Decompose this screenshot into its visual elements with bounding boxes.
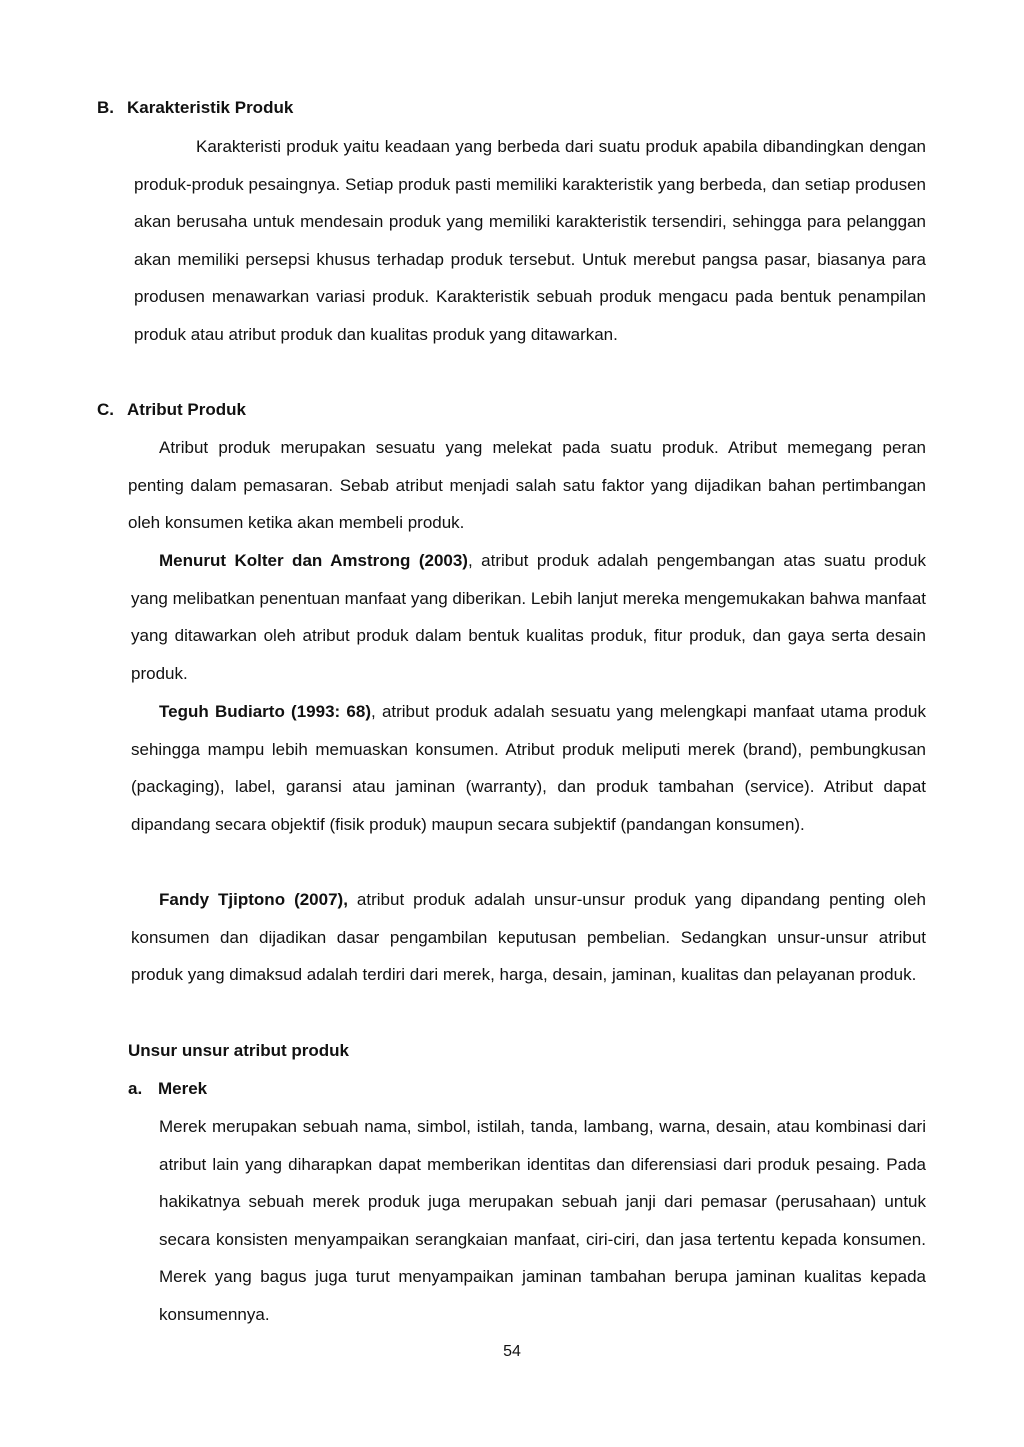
- section-b-heading: [97, 98, 293, 118]
- fandy-text: atribut produk adalah unsur-unsur produk yang dipandang penting oleh konsumen dan dijadikan dasar pengambilan keputusan pembelian. Sedangkan unsur-unsur atribut produk yang dimaksud adalah terdiri dari merek, harga, desain, jaminan, kualitas dan pelayanan produk.: [131, 890, 926, 985]
- kolter-citation: Menurut Kolter dan Amstrong (2003): [159, 551, 468, 570]
- merek-title: Merek: [158, 1079, 208, 1098]
- section-b-paragraph: Karakteristi produk yaitu keadaan yang berbeda dari suatu produk apabila dibandingkan dengan produk-produk pesaingnya. Setiap produk pasti memiliki karakteristik yang berbeda, dan setiap produsen akan berusaha untuk mendesain produk yang memiliki karakteristik tersendiri, sehingga para pelanggan akan memiliki persepsi khusus terhadap produk tersebut. Untuk merebut pangsa pasar, biasanya para produsen menawarkan variasi produk. Karakteristik sebuah produk mengacu pada bentuk penampilan produk atau atribut produk dan kualitas produk yang ditawarkan.: [134, 137, 926, 344]
- fandy-citation: Fandy Tjiptono (2007),: [159, 890, 348, 909]
- teguh-citation: Teguh Budiarto (1993: 68): [159, 702, 371, 721]
- kolter-text: , atribut produk adalah pengembangan atas suatu produk yang melibatkan penentuan manfaat yang diberikan. Lebih lanjut mereka mengemukakan bahwa manfaat yang ditawarkan oleh atribut produk dalam bentuk kualitas produk, fitur produk, dan gaya serta desain produk.: [131, 551, 926, 683]
- merek-marker: a.: [128, 1079, 143, 1098]
- teguh-paragraph: [131, 693, 926, 843]
- merek-heading: [128, 1079, 207, 1099]
- section-c-marker: C.: [97, 400, 114, 419]
- section-c-heading: [97, 400, 246, 420]
- atribut-intro-paragraph: Atribut produk merupakan sesuatu yang melekat pada suatu produk. Atribut memegang peran penting dalam pemasaran. Sebab atribut menjadi salah satu faktor yang dijadikan bahan pertimbangan oleh konsumen ketika akan membeli produk.: [128, 438, 926, 533]
- unsur-heading: Unsur unsur atribut produk: [128, 1041, 349, 1060]
- fandy-paragraph: [131, 881, 926, 994]
- merek-paragraph: Merek merupakan sebuah nama, simbol, istilah, tanda, lambang, warna, desain, atau kombinasi dari atribut lain yang diharapkan dapat memberikan identitas dan diferensiasi dari produk pesaing. Pada hakikatnya sebuah merek produk juga merupakan sebuah janji dari pemasar (perusahaan) untuk secara konsisten menyampaikan serangkaian manfaat, ciri-ciri, dan jasa tertentu kepada konsumen. Merek yang bagus juga turut menyampaikan jaminan tambahan berupa jaminan kualitas kepada konsumennya.: [159, 1117, 926, 1324]
- section-b-marker: B.: [97, 98, 114, 117]
- page-number: 54: [503, 1343, 521, 1360]
- kolter-paragraph: [131, 542, 926, 692]
- section-b-title: Karakteristik Produk: [127, 98, 294, 117]
- section-c-title: Atribut Produk: [127, 400, 246, 419]
- teguh-text: , atribut produk adalah sesuatu yang melengkapi manfaat utama produk sehingga mampu lebih memuaskan konsumen. Atribut produk meliputi merek (brand), pembungkusan (packaging), label, garansi atau jaminan (warranty), dan produk tambahan (service). Atribut dapat dipandang secara objektif (fisik produk) maupun secara subjektif (pandangan konsumen).: [131, 702, 926, 834]
